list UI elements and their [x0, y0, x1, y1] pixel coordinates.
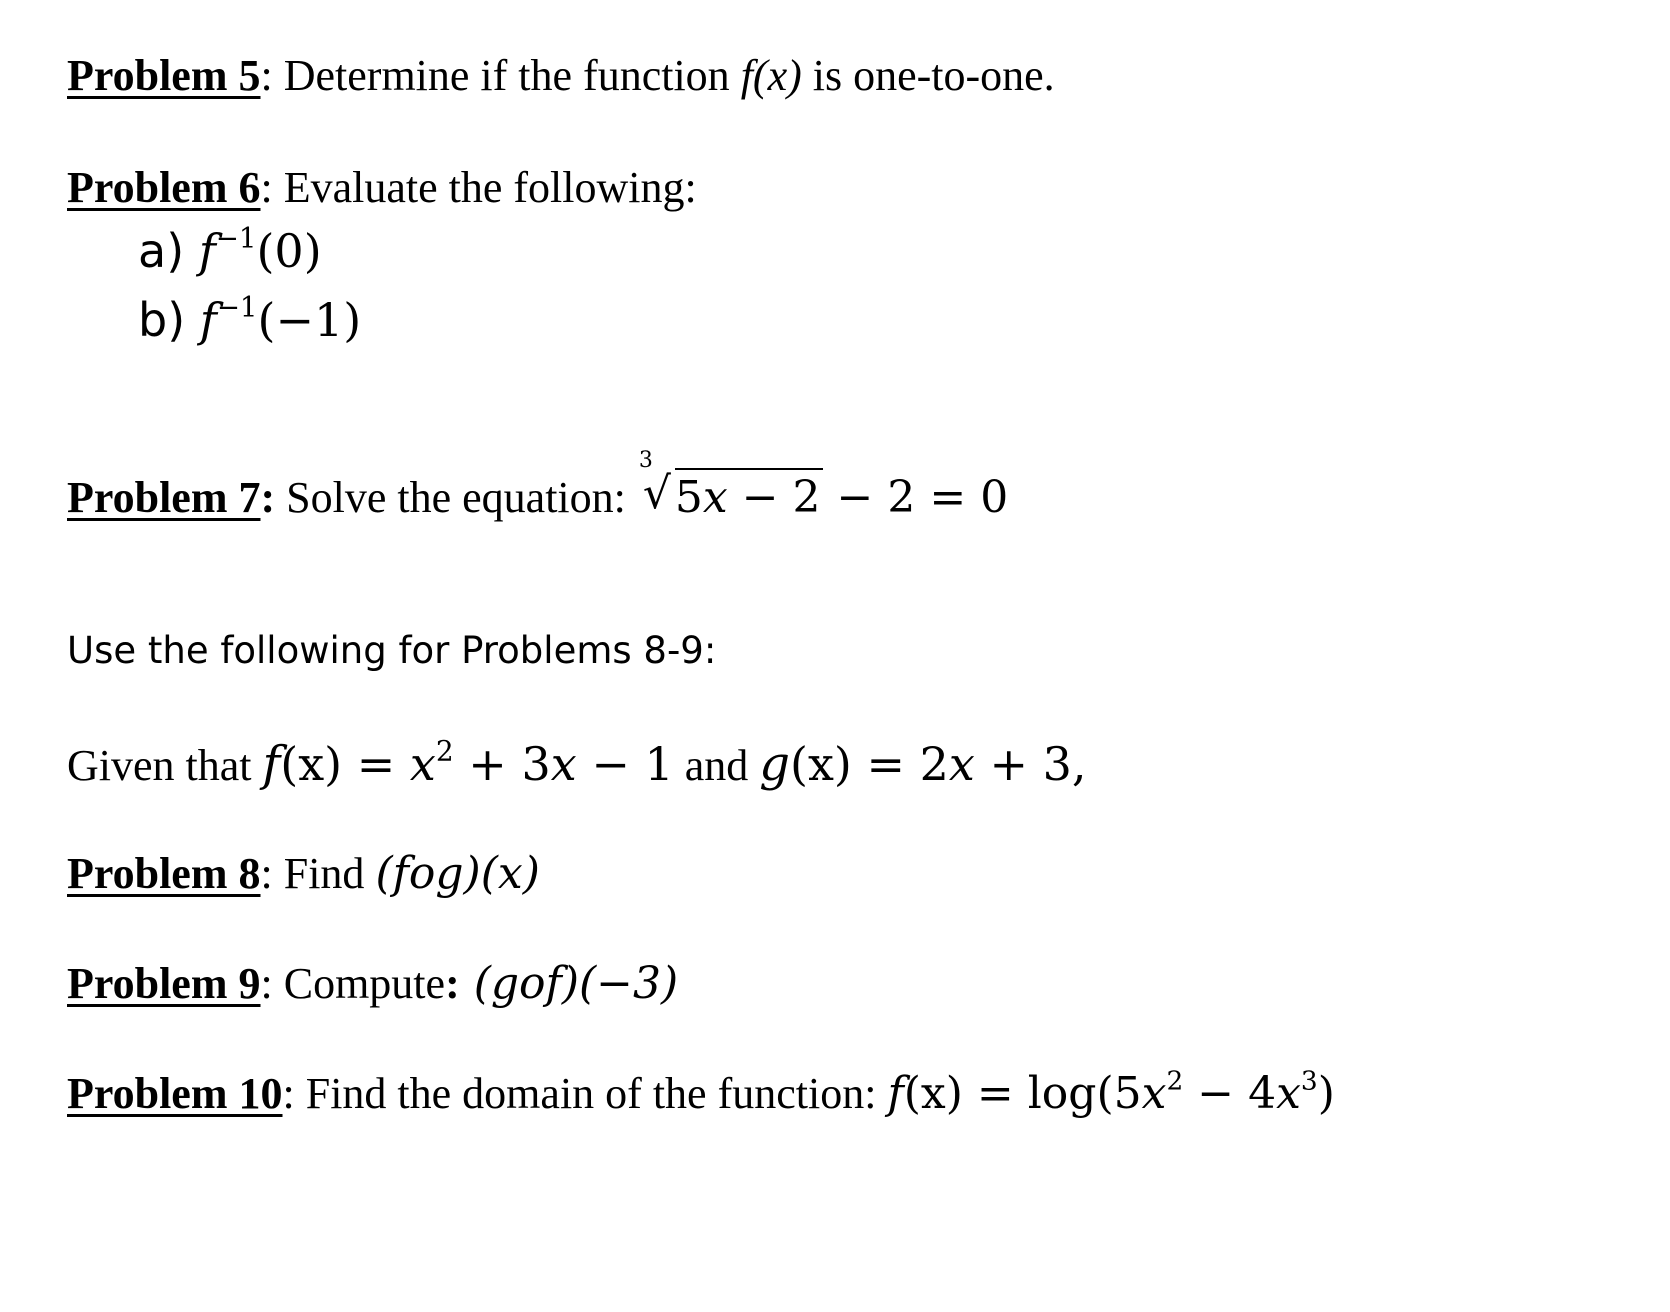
item-func: f	[199, 293, 217, 347]
problem-10-sep: :	[282, 1069, 295, 1118]
problem-9-expr: (gof)(−3)	[459, 958, 679, 1009]
given-functions	[67, 734, 1087, 792]
problem-6-label: Problem 6	[67, 163, 261, 212]
problem-9-label: Problem 9	[67, 959, 261, 1008]
item-sup: −1	[215, 221, 257, 255]
root-sign: √	[642, 468, 671, 519]
given-f-x: x	[409, 737, 436, 791]
problem-7-label: Problem 7	[67, 473, 261, 522]
problem-5-text-after: is one-to-one.	[801, 51, 1055, 100]
problem-8-text: Find	[272, 849, 376, 898]
given-f-rest-a: + 3	[453, 737, 551, 791]
problem-8-sep: :	[260, 849, 273, 898]
cube-root	[637, 448, 823, 523]
problem-7-rest: − 2 = 0	[822, 472, 1009, 523]
problem-6	[67, 163, 697, 212]
item-func: f	[198, 224, 216, 278]
problem-10-expr-a: (x) = log(5	[903, 1068, 1142, 1119]
given-f-lhs: (x) =	[280, 737, 410, 791]
problem-7-sep: :	[260, 473, 276, 522]
problem-5-label: Problem 5	[67, 51, 261, 100]
item-prefix: b)	[138, 293, 200, 347]
problem-5	[67, 51, 1055, 100]
radicand	[675, 468, 823, 523]
problem-9	[67, 958, 679, 1009]
problem-6-item-b	[138, 290, 362, 347]
item-sup: −1	[216, 290, 258, 324]
problem-8	[67, 848, 540, 899]
problem-10-f-name: f	[887, 1068, 904, 1119]
problem-6-sep: :	[260, 163, 273, 212]
problem-5-text-before: Determine if the function	[272, 51, 741, 100]
problem-8-label: Problem 8	[67, 849, 261, 898]
given-f-sup: 2	[435, 734, 454, 768]
radicand-b: − 2	[727, 472, 821, 523]
given-text-1: Given that	[67, 741, 263, 790]
problem-10-x2: x	[1276, 1068, 1301, 1119]
problem-10-sup2: 3	[1300, 1065, 1318, 1097]
problem-10-label: Problem 10	[67, 1069, 283, 1118]
problem-8-expr: (fog)(x)	[375, 848, 540, 899]
problem-9-text: Compute	[272, 959, 446, 1008]
item-prefix: a)	[138, 224, 199, 278]
problem-6-text: Evaluate the following:	[272, 163, 697, 212]
problem-6-item-a	[138, 221, 322, 278]
given-f-rest-b: − 1	[576, 737, 674, 791]
given-f-name: f	[262, 736, 281, 792]
given-f-rest-x: x	[550, 737, 577, 791]
problem-10-expr-c: )	[1317, 1068, 1335, 1119]
problem-10	[67, 1065, 1335, 1119]
given-g-rest: + 3,	[974, 737, 1087, 791]
problems-8-9-intro: Use the following for Problems 8-9:	[67, 629, 717, 672]
given-g-name: g	[759, 736, 791, 792]
problem-9-colon: :	[445, 959, 460, 1008]
radicand-a: 5	[674, 472, 703, 523]
problem-7	[67, 448, 1009, 523]
problem-10-expr-b: − 4	[1183, 1068, 1277, 1119]
problem-9-sep: :	[260, 959, 273, 1008]
item-arg: (−1)	[257, 293, 362, 347]
problem-10-text: Find the domain of the function:	[294, 1069, 888, 1118]
root-index: 3	[638, 448, 653, 473]
radicand-var: x	[702, 472, 728, 523]
problem-5-sep: :	[260, 51, 273, 100]
item-arg: (0)	[256, 224, 322, 278]
given-text-2: and	[673, 741, 760, 790]
problem-7-text: Solve the equation:	[275, 473, 637, 522]
problem-10-x1: x	[1141, 1068, 1167, 1119]
problem-10-sup1: 2	[1166, 1065, 1184, 1097]
given-g-lhs: (x) = 2	[790, 737, 949, 791]
problem-5-func: f(x)	[740, 51, 802, 100]
given-g-x: x	[948, 737, 975, 791]
